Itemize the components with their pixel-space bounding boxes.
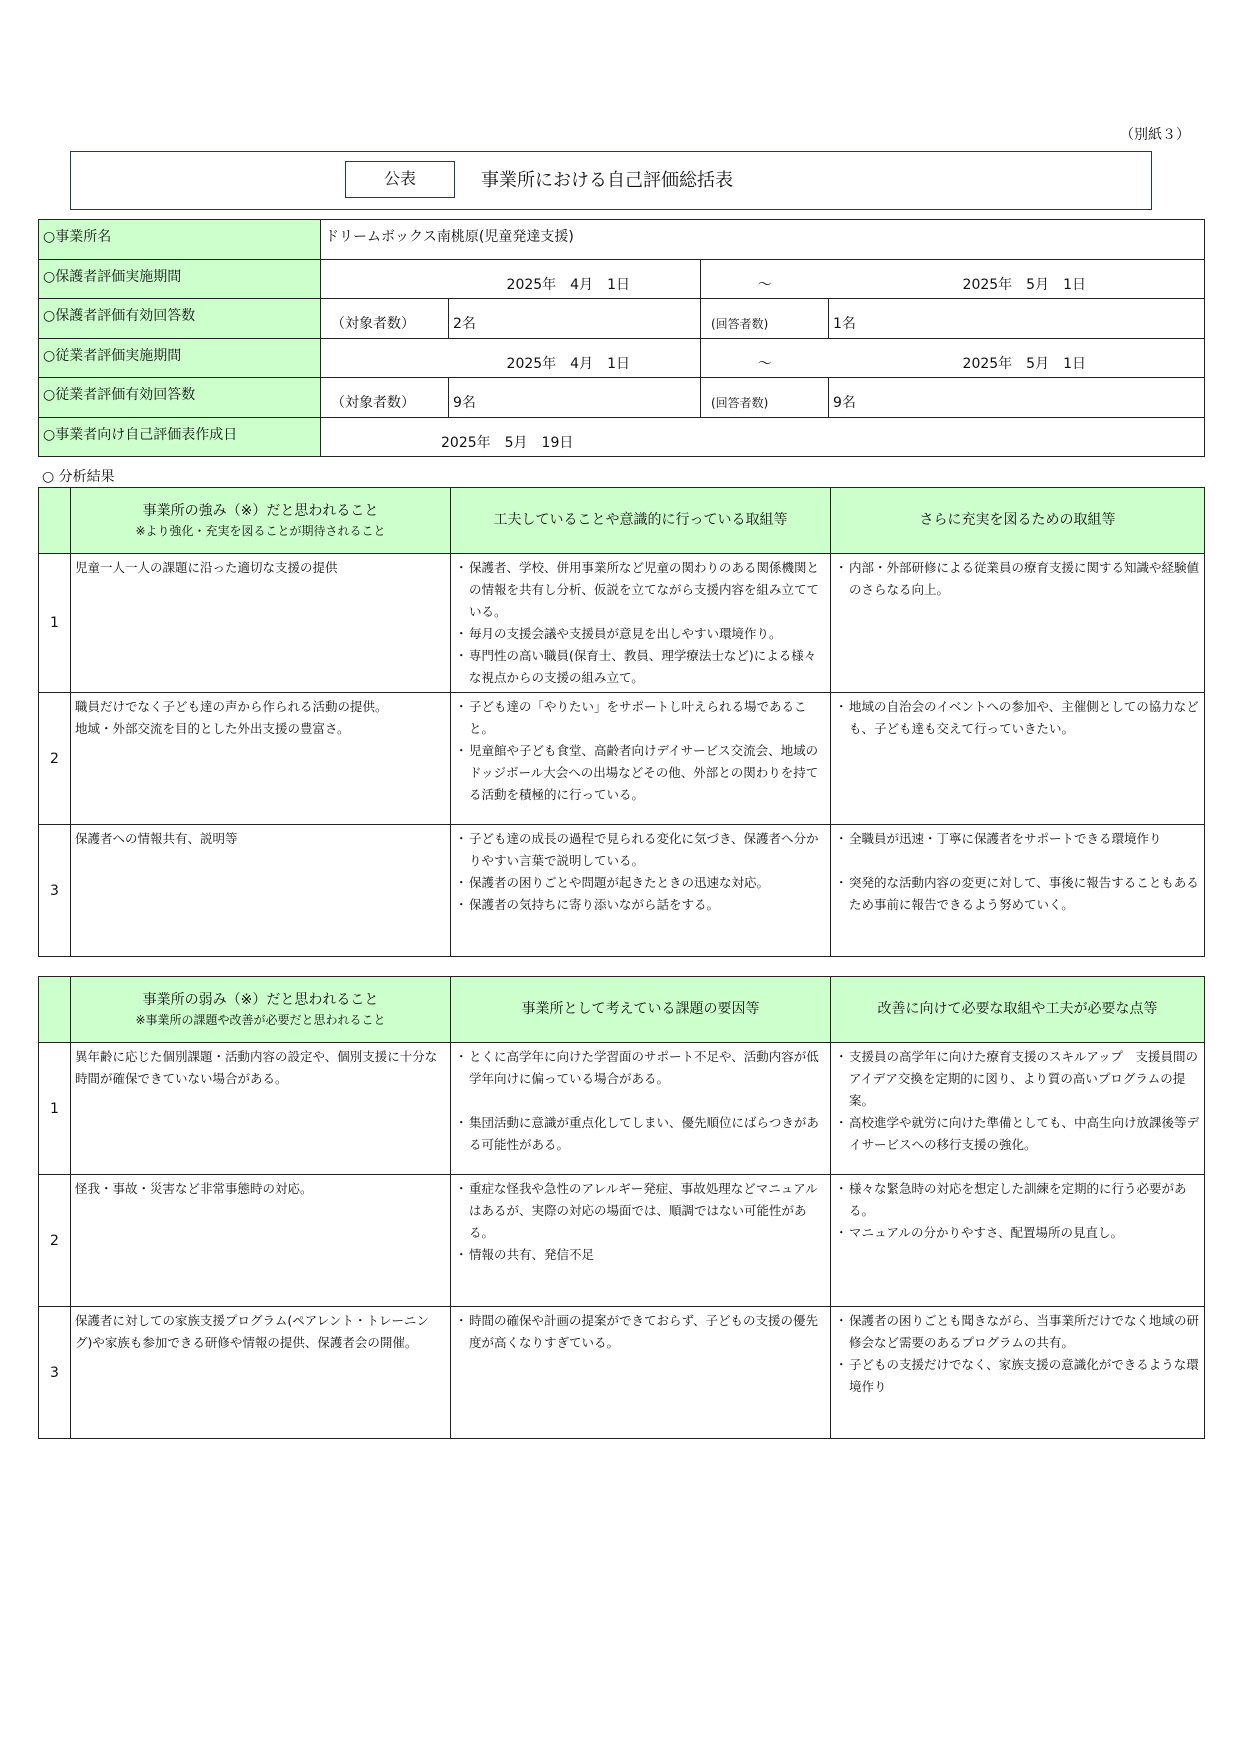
list-item: ・ 内部・外部研修による従業員の療育支援に関する知識や経験値のさらなる向上。: [835, 557, 1200, 601]
strengths-header-row: [39, 488, 1205, 554]
title-box: [70, 151, 1152, 210]
list-item: ・ 支援員の高学年に向けた療育支援のスキルアップ 支援員間のアイデア交換を定期的に図り、より質の高いプログラムの提案。: [835, 1046, 1200, 1112]
created-date-label: ○事業者向け自己評価表作成日: [39, 417, 321, 457]
row-number: 1: [39, 1043, 71, 1175]
list-item: ・ 専門性の高い職員(保育士、教員、理学療法士など)による様々な視点からの支援の組み立て。: [455, 645, 826, 689]
staff-period-tilde: ～: [701, 338, 829, 378]
cell-text: 怪我・事故・災害など非常事態時の対応。: [75, 1181, 313, 1196]
list-item: ・ 保護者、学校、併用事業所など児童の関わりのある関係機関との情報を共有し分析、仮説を立てながら支援内容を組み立てている。: [455, 557, 826, 623]
strengths-item-title: 事業所の強み（※）だと思われること: [142, 503, 379, 519]
guardian-period-start: 2025年 4月 1日: [321, 259, 701, 299]
guardian-response-label: ○保護者評価有効回答数: [39, 299, 321, 339]
bullet-list: [455, 828, 826, 916]
weaknesses-item-subtitle: ※事業所の課題や改善が必要だと思われること: [135, 1013, 386, 1027]
strengths-table: [38, 487, 1205, 957]
bullet-list: [835, 696, 1200, 740]
weaknesses-item-title: 事業所の弱み（※）だと思われること: [142, 992, 379, 1008]
guardian-target-value: 2名: [449, 299, 701, 339]
strengths-further-cell: [831, 554, 1205, 693]
staff-period-end: 2025年 5月 1日: [829, 338, 1205, 378]
list-item: ・ 毎月の支援会議や支援員が意見を出しやすい環境作り。: [455, 623, 826, 645]
staff-target-value: 9名: [449, 378, 701, 418]
row-number: 2: [39, 693, 71, 825]
bullet-list: [835, 1046, 1200, 1156]
weaknesses-causes-cell: [451, 1043, 831, 1175]
weaknesses-item-header: [71, 977, 451, 1043]
weaknesses-item-cell: [71, 1175, 451, 1307]
weaknesses-body: [39, 1043, 1205, 1439]
weaknesses-improve-cell: [831, 1043, 1205, 1175]
strengths-number-header: [39, 488, 71, 554]
list-item: ・ 高校進学や就労に向けた準備としても、中高生向け放課後等デイサービスへの移行支援の強化。: [835, 1112, 1200, 1156]
guardian-period-end: 2025年 5月 1日: [829, 259, 1205, 299]
guardian-period-row: [39, 259, 1205, 299]
guardian-target-label: （対象者数）: [321, 299, 449, 339]
guardian-answer-value: 1名: [829, 299, 1205, 339]
strengths-efforts-header: 工夫していることや意識的に行っている取組等: [451, 488, 831, 554]
bullet-list: [455, 557, 826, 689]
weaknesses-improve-cell: [831, 1175, 1205, 1307]
list-item: ・ 重症な怪我や急性のアレルギー発症、事故処理などマニュアルはあるが、実際の対応の場面では、順調ではない可能性がある。: [455, 1178, 826, 1244]
list-item: ・ 保護者の困りごとも聞きながら、当事業所だけでなく地域の研修会など需要のあるプログラムの共有。: [835, 1310, 1200, 1354]
staff-target-label: （対象者数）: [321, 378, 449, 418]
strengths-further-cell: [831, 825, 1205, 957]
bullet-list: [455, 1178, 826, 1266]
cell-text: 地域・外部交流を目的とした外出支援の豊富さ。: [75, 721, 350, 736]
row-number: 3: [39, 825, 71, 957]
bullet-list: [835, 1310, 1200, 1398]
created-date-row: [39, 417, 1205, 457]
weaknesses-header-row: [39, 977, 1205, 1043]
row-number: 1: [39, 554, 71, 693]
list-item: ・ 保護者の気持ちに寄り添いながら話をする。: [455, 894, 826, 916]
strengths-further-cell: [831, 693, 1205, 825]
staff-response-row: [39, 378, 1205, 418]
table-row: [39, 693, 1205, 825]
bullet-list: [835, 828, 1200, 916]
row-number: 3: [39, 1307, 71, 1439]
office-info-table: [38, 219, 1205, 457]
list-item: ・ 児童館や子ども食堂、高齢者向けデイサービス交流会、地域のドッジボール大会への出場などその他、外部との関わりを持てる活動を積極的に行っている。: [455, 740, 826, 806]
strengths-item-header: [71, 488, 451, 554]
publication-badge: 公表: [345, 161, 455, 198]
strengths-item-subtitle: ※より強化・充実を図ることが期待されること: [135, 524, 386, 538]
bullet-list: [455, 696, 826, 806]
strengths-efforts-cell: [451, 693, 831, 825]
list-item: ・ 時間の確保や計画の提案ができておらず、子どもの支援の優先度が高くなりすぎている。: [455, 1310, 826, 1354]
office-name: ドリームボックス南桃原(児童発達支援): [321, 220, 1205, 260]
cell-text: 保護者に対しての家族支援プログラム(ペアレント・トレーニング)や家族も参加できる研修や情報の提供、保護者会の開催。: [75, 1313, 429, 1350]
guardian-period-tilde: ～: [701, 259, 829, 299]
table-row: [39, 825, 1205, 957]
guardian-answer-label: (回答者数): [701, 299, 829, 339]
list-item: ・ 情報の共有、発信不足: [455, 1244, 826, 1266]
cell-text: 保護者への情報共有、説明等: [75, 831, 238, 846]
list-item: ・ 保護者の困りごとや問題が起きたときの迅速な対応。: [455, 872, 826, 894]
weaknesses-causes-cell: [451, 1175, 831, 1307]
strengths-item-cell: [71, 693, 451, 825]
strengths-item-cell: [71, 825, 451, 957]
cell-text: 児童一人一人の課題に沿った適切な支援の提供: [75, 560, 338, 575]
strengths-item-cell: [71, 554, 451, 693]
row-number: 2: [39, 1175, 71, 1307]
weaknesses-table: [38, 976, 1205, 1439]
analysis-section-label: ○ 分析結果: [42, 469, 115, 485]
list-item: ・ とくに高学年に向けた学習面のサポート不足や、活動内容が低学年向けに偏っている場合がある。: [455, 1046, 826, 1090]
list-item: ・ 集団活動に意識が重点化してしまい、優先順位にばらつきがある可能性がある。: [455, 1112, 826, 1156]
weaknesses-item-cell: [71, 1307, 451, 1439]
list-item: ・ 様々な緊急時の対応を想定した訓練を定期的に行う必要がある。: [835, 1178, 1200, 1222]
list-item: ・ 子ども達の成長の過程で見られる変化に気づき、保護者へ分かりやすい言葉で説明している。: [455, 828, 826, 872]
bullet-list: [835, 557, 1200, 601]
bullet-list: [835, 1178, 1200, 1244]
strengths-further-header: さらに充実を図るための取組等: [831, 488, 1205, 554]
office-label: ○事業所名: [39, 220, 321, 260]
table-row: [39, 1307, 1205, 1439]
list-item: ・ 子どもの支援だけでなく、家族支援の意識化ができるような環境作り: [835, 1354, 1200, 1398]
list-item: ・ マニュアルの分かりやすさ、配置場所の見直し。: [835, 1222, 1200, 1244]
strengths-efforts-cell: [451, 825, 831, 957]
cell-text: 職員だけでなく子ども達の声から作られる活動の提供。: [75, 699, 388, 714]
strengths-body: [39, 554, 1205, 957]
office-row: [39, 220, 1205, 260]
list-item: ・ 地域の自治会のイベントへの参加や、主催側としての協力なども、子ども達も交えて行っていきたい。: [835, 696, 1200, 740]
table-row: [39, 554, 1205, 693]
weaknesses-causes-cell: [451, 1307, 831, 1439]
weaknesses-number-header: [39, 977, 71, 1043]
weaknesses-improve-header: 改善に向けて必要な取組や工夫が必要な点等: [831, 977, 1205, 1043]
document-title: 事業所における自己評価総括表: [481, 170, 733, 191]
annex-label: （別紙３）: [1120, 127, 1190, 143]
staff-period-row: [39, 338, 1205, 378]
staff-period-start: 2025年 4月 1日: [321, 338, 701, 378]
list-item: ・ 全職員が迅速・丁寧に保護者をサポートできる環境作り: [835, 828, 1200, 850]
staff-answer-label: (回答者数): [701, 378, 829, 418]
weaknesses-causes-header: 事業所として考えている課題の要因等: [451, 977, 831, 1043]
staff-answer-value: 9名: [829, 378, 1205, 418]
strengths-efforts-cell: [451, 554, 831, 693]
bullet-list: [455, 1310, 826, 1354]
cell-text: 異年齢に応じた個別課題・活動内容の設定や、個別支援に十分な時間が確保できていない場合がある。: [75, 1049, 438, 1086]
staff-response-label: ○従業者評価有効回答数: [39, 378, 321, 418]
table-row: [39, 1043, 1205, 1175]
list-item: ・ 子ども達の「やりたい」をサポートし叶えられる場であること。: [455, 696, 826, 740]
staff-period-label: ○従業者評価実施期間: [39, 338, 321, 378]
guardian-response-row: [39, 299, 1205, 339]
table-row: [39, 1175, 1205, 1307]
guardian-period-label: ○保護者評価実施期間: [39, 259, 321, 299]
weaknesses-item-cell: [71, 1043, 451, 1175]
created-date-value: 2025年 5月 19日: [321, 417, 1205, 457]
list-item: ・ 突発的な活動内容の変更に対して、事後に報告することもあるため事前に報告できるよう努めていく。: [835, 872, 1200, 916]
bullet-list: [455, 1046, 826, 1156]
weaknesses-improve-cell: [831, 1307, 1205, 1439]
